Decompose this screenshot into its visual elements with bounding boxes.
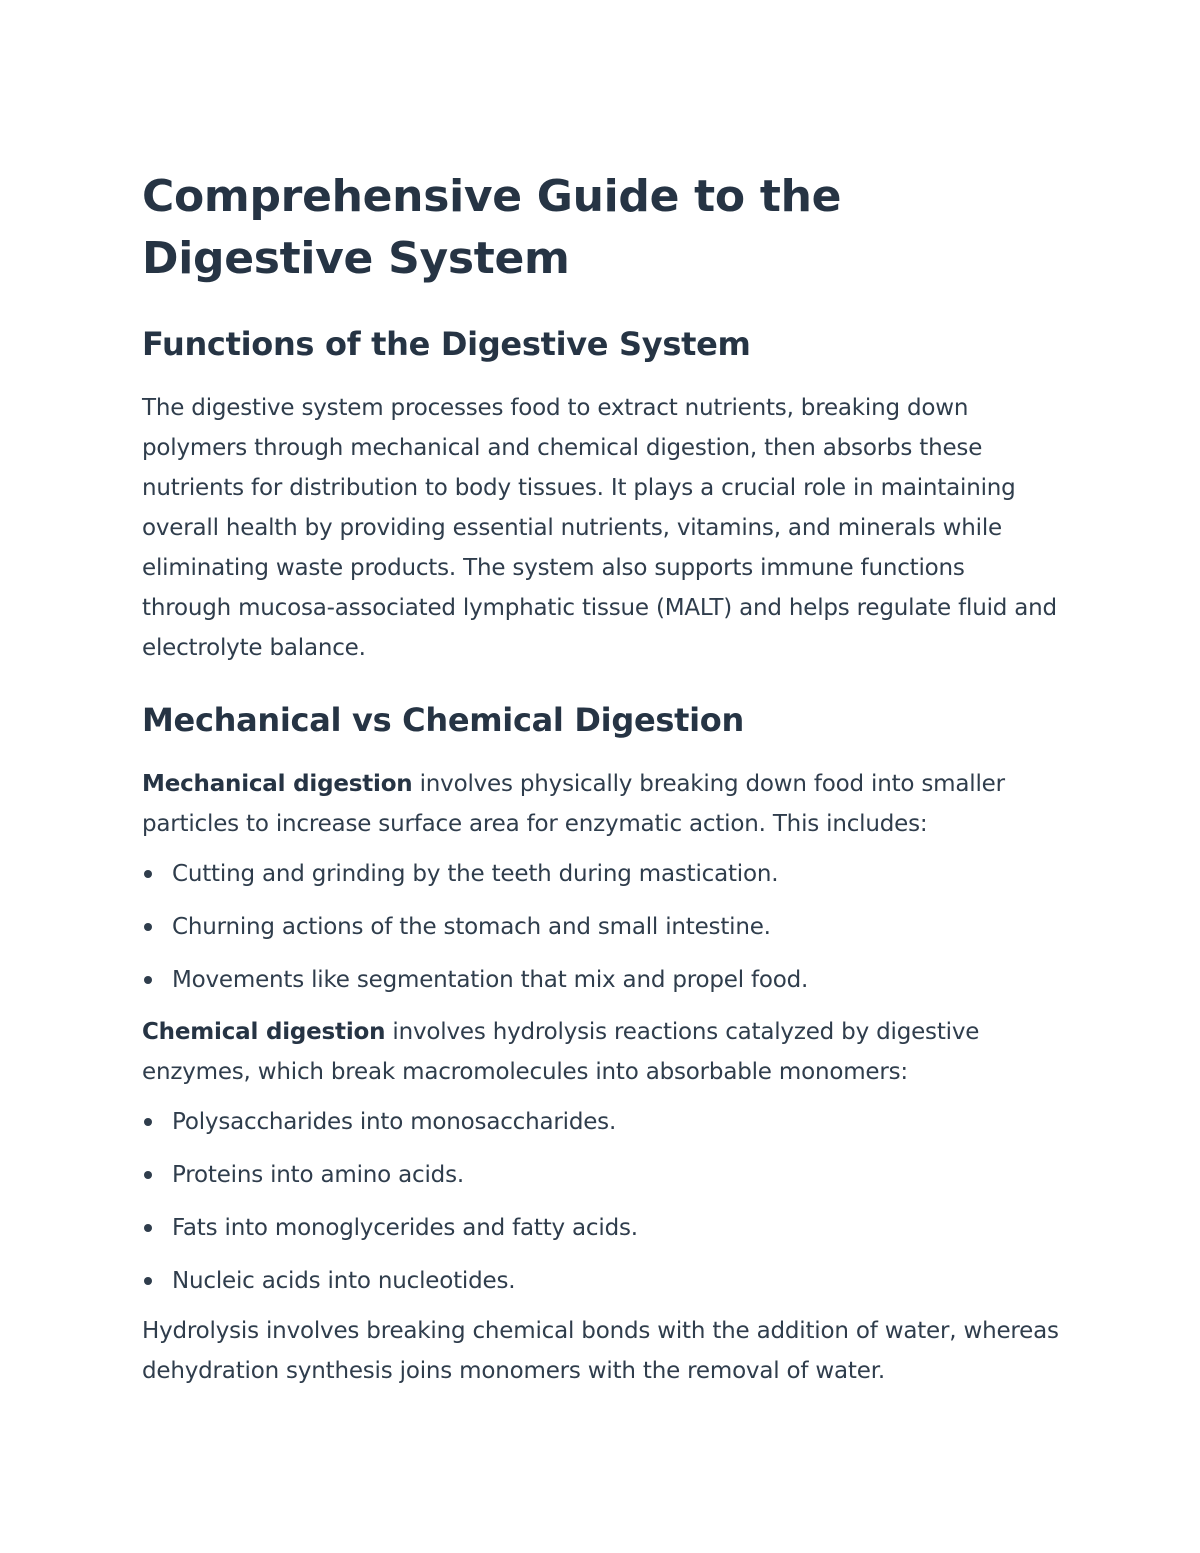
chemical-digestion-paragraph <box>142 1012 1060 1092</box>
bullet-icon <box>144 923 152 931</box>
bullet-icon <box>144 976 152 984</box>
mechanical-digestion-term: Mechanical digestion <box>142 771 413 797</box>
chemical-digestion-list <box>142 1102 1060 1301</box>
mechanical-digestion-text: involves physically breaking down food into smaller particles to increase surface area for enzymatic action. This includes: <box>142 771 1005 837</box>
bullet-icon <box>144 1277 152 1285</box>
bullet-icon <box>144 1118 152 1126</box>
list-item-text: Nucleic acids into nucleotides. <box>172 1268 516 1294</box>
list-item-text: Churning actions of the stomach and small intestine. <box>172 914 771 940</box>
bullet-icon <box>144 870 152 878</box>
section-heading-mechanical-vs-chemical: Mechanical vs Chemical Digestion <box>142 701 744 739</box>
list-item-text: Cutting and grinding by the teeth during mastication. <box>172 861 779 887</box>
bullet-icon <box>144 1171 152 1179</box>
mechanical-digestion-paragraph <box>142 764 1060 844</box>
hydrolysis-paragraph: Hydrolysis involves breaking chemical bonds with the addition of water, whereas dehydration synthesis joins monomers with the removal of water. <box>142 1318 1059 1384</box>
list-item <box>142 960 1060 1000</box>
list-item-text: Fats into monoglycerides and fatty acids. <box>172 1215 638 1241</box>
functions-paragraph: The digestive system processes food to extract nutrients, breaking down polymers through mechanical and chemical digestion, then absorbs these nutrients for distribution to body tissues. It plays a crucial role in maintaining overall health by providing essential nutrients, vitamins, and minerals while eliminating waste products. The system also supports immune functions through mucosa-associated lymphatic tissue (MALT) and helps regulate fluid and electrolyte balance. <box>142 395 1057 661</box>
page-title: Comprehensive Guide to the Digestive System <box>142 171 842 284</box>
chemical-digestion-term: Chemical digestion <box>142 1019 386 1045</box>
mechanical-digestion-list <box>142 854 1060 1000</box>
chemical-digestion-text: involves hydrolysis reactions catalyzed by digestive enzymes, which break macromolecules into absorbable monomers: <box>142 1019 980 1085</box>
list-item-text: Polysaccharides into monosaccharides. <box>172 1109 617 1135</box>
list-item <box>142 854 1060 894</box>
list-item <box>142 1208 1060 1248</box>
section-heading-functions: Functions of the Digestive System <box>142 325 751 363</box>
list-item-text: Movements like segmentation that mix and propel food. <box>172 967 809 993</box>
bullet-icon <box>144 1224 152 1232</box>
list-item <box>142 1102 1060 1142</box>
list-item <box>142 907 1060 947</box>
list-item <box>142 1155 1060 1195</box>
list-item-text: Proteins into amino acids. <box>172 1162 464 1188</box>
list-item <box>142 1261 1060 1301</box>
